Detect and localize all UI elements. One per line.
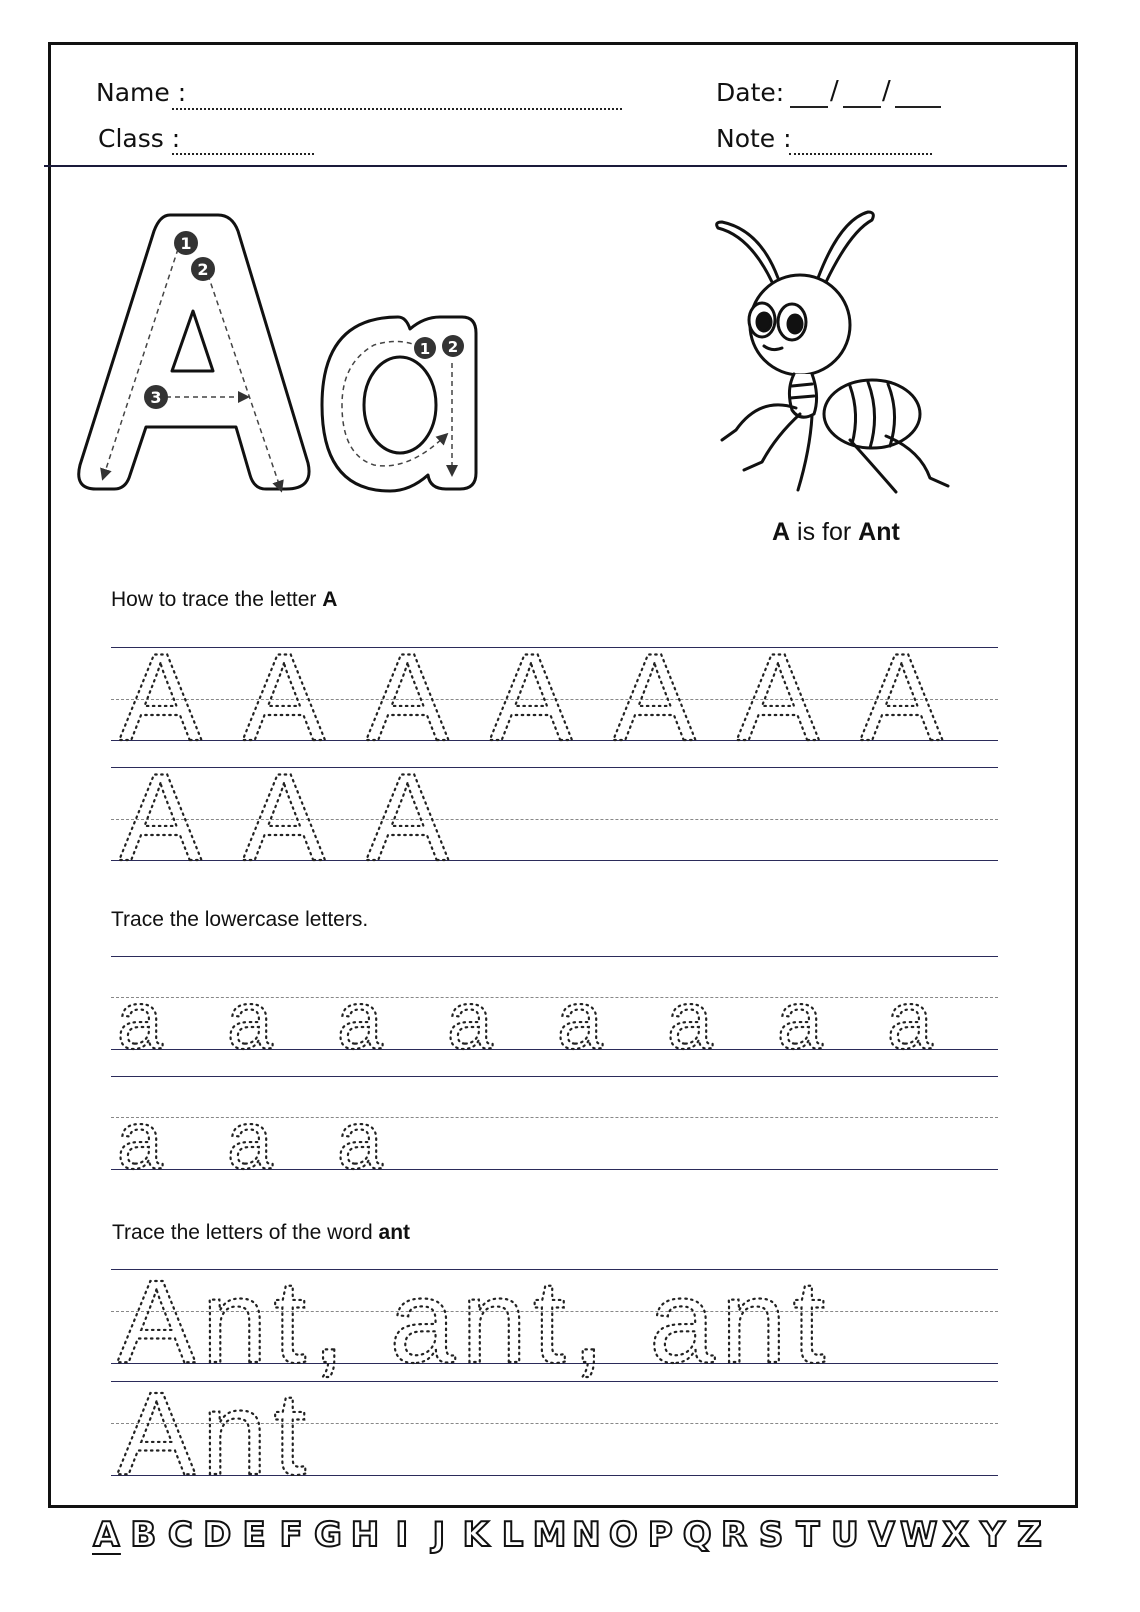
alphabet-letter: J — [432, 1515, 446, 1555]
word-trace-row-1[interactable] — [111, 1262, 998, 1382]
alphabet-letter: X — [942, 1515, 969, 1555]
caption-word: Ant — [858, 518, 900, 546]
alphabet-letter: K — [462, 1515, 489, 1555]
class-field[interactable] — [172, 153, 314, 155]
traceable-letter: a — [557, 990, 603, 1056]
traceable-letter: a — [227, 990, 273, 1056]
alphabet-letter: U — [831, 1515, 859, 1555]
alphabet-letter: E — [242, 1515, 266, 1555]
alphabet-letter: R — [721, 1515, 748, 1555]
traceable-letter: A — [736, 642, 820, 746]
alphabet-letter: L — [501, 1515, 524, 1555]
alphabet-letter: S — [758, 1515, 784, 1555]
alphabet-letter: Y — [980, 1515, 1005, 1555]
date-slash: / — [882, 76, 891, 106]
stroke-number: 1 — [419, 340, 431, 358]
stroke-number: 1 — [180, 234, 192, 253]
alphabet-strip — [88, 1508, 1048, 1558]
traceable-letter: A — [119, 762, 202, 866]
traceable-letter: A — [613, 642, 696, 746]
traceable-letter: A — [860, 642, 943, 746]
ant-illustration — [700, 200, 970, 500]
name-field[interactable] — [172, 108, 622, 110]
guide-top-line — [111, 956, 998, 957]
traceable-letter: a — [337, 1110, 383, 1176]
letter-a-stroke-guide — [70, 205, 490, 505]
alphabet-letter: B — [130, 1515, 157, 1555]
caption-letter: A — [772, 518, 791, 546]
traceable-letter: A — [489, 642, 573, 746]
stroke-number: 3 — [150, 388, 162, 407]
traceable-word: Ant — [117, 1374, 313, 1484]
traceable-letter: a — [117, 990, 163, 1056]
word-section-title — [112, 1221, 410, 1245]
word-title-bold: ant — [378, 1221, 411, 1244]
traceable-letter: A — [242, 762, 326, 866]
note-field[interactable] — [789, 153, 932, 155]
name-label: Name : — [96, 78, 187, 107]
alphabet-letter: I — [395, 1515, 409, 1555]
upper-trace-row-2[interactable] — [111, 762, 998, 866]
date-label: Date: — [716, 78, 785, 107]
traceable-letter: a — [667, 990, 713, 1056]
traceable-word: Ant, ant, ant — [117, 1262, 832, 1382]
traceable-letter: a — [227, 1110, 273, 1176]
alphabet-letter: W — [900, 1515, 938, 1555]
alphabet-letter: G — [314, 1515, 342, 1555]
class-label: Class : — [98, 124, 181, 153]
alphabet-letter: O — [608, 1515, 638, 1555]
alphabet-letter: M — [532, 1515, 567, 1555]
alphabet-letter: H — [350, 1515, 380, 1555]
date-slash: / — [830, 76, 839, 106]
guide-top-line — [111, 1076, 998, 1077]
alphabet-letter: Q — [682, 1515, 712, 1555]
traceable-letter: A — [366, 762, 449, 866]
date-month-field[interactable] — [843, 106, 881, 108]
date-day-field[interactable] — [790, 106, 828, 108]
traceable-letter: a — [887, 990, 933, 1056]
ant-caption — [772, 518, 900, 547]
lower-section-title: Trace the lowercase letters. — [111, 908, 369, 931]
date-year-field[interactable] — [895, 106, 941, 108]
stroke-number: 2 — [447, 338, 459, 356]
header-divider — [44, 165, 1067, 167]
alphabet-letter: V — [868, 1515, 896, 1555]
traceable-letter: A — [366, 642, 449, 746]
alphabet-letter: C — [167, 1515, 193, 1555]
caption-middle: is for — [790, 518, 859, 546]
note-label: Note : — [716, 124, 792, 153]
traceable-letter: a — [337, 990, 383, 1056]
upper-section-title — [111, 588, 337, 612]
traceable-letter: a — [447, 990, 493, 1056]
traceable-letter: a — [777, 990, 823, 1056]
word-title-prefix: Trace the letters of the word — [112, 1221, 379, 1244]
upper-title-bold: A — [322, 588, 338, 611]
alphabet-letter: N — [572, 1515, 601, 1555]
stroke-number: 2 — [197, 260, 209, 279]
alphabet-letter: F — [279, 1515, 303, 1555]
traceable-letter: A — [119, 642, 202, 746]
upper-trace-row-1[interactable] — [111, 642, 998, 746]
alphabet-letter: D — [203, 1515, 232, 1555]
alphabet-letter: P — [647, 1515, 673, 1555]
lower-trace-row-1[interactable] — [111, 990, 998, 1056]
lower-trace-row-2[interactable] — [111, 1110, 998, 1176]
traceable-letter: a — [117, 1110, 163, 1176]
alphabet-letter: T — [796, 1515, 820, 1555]
word-trace-row-2[interactable] — [111, 1374, 998, 1484]
upper-title-prefix: How to trace the letter — [111, 588, 323, 611]
alphabet-letter: Z — [1017, 1515, 1042, 1555]
alphabet-letter: A — [93, 1515, 120, 1555]
traceable-letter: A — [242, 642, 326, 746]
